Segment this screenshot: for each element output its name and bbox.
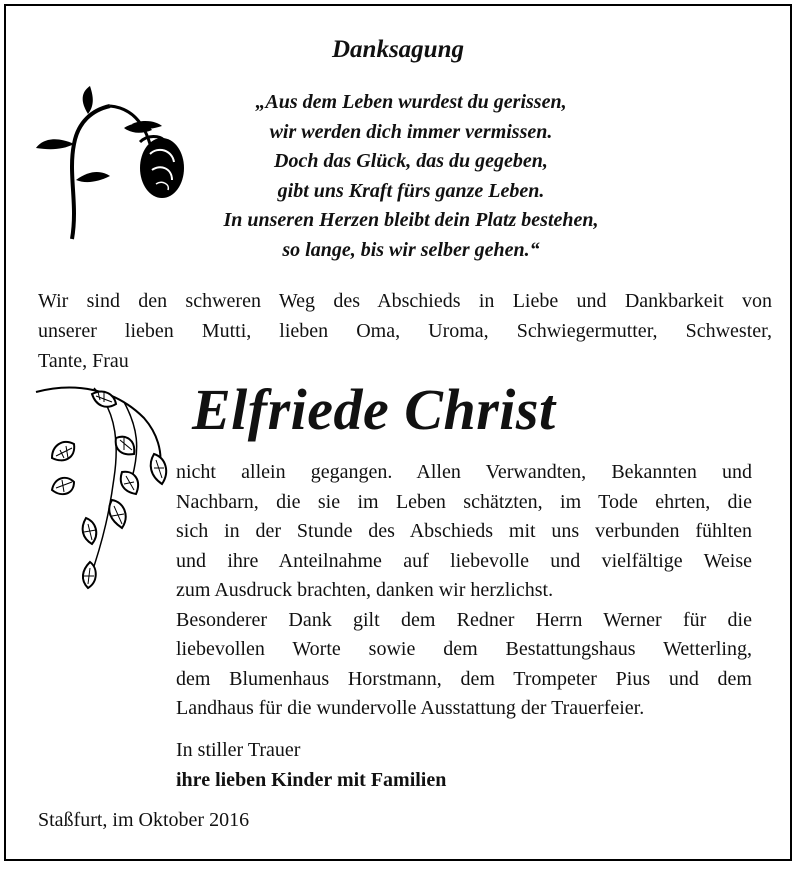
poem-line: so lange, bis wir selber gehen.“ xyxy=(282,238,540,261)
birch-branch-icon xyxy=(34,378,174,598)
intro-line: Wir sind den schweren Weg des Abschieds in Liebe und Dankbarkeit von xyxy=(38,290,772,312)
poem-line: „Aus dem Leben wurdest du gerissen, xyxy=(255,91,567,113)
poem-line: Doch das Glück, das du gegeben, xyxy=(274,150,548,172)
signers: ihre lieben Kinder mit Familien xyxy=(176,768,447,791)
poem xyxy=(156,88,666,265)
body-text xyxy=(176,458,752,724)
page-title: Danksagung xyxy=(332,36,464,63)
body-line: dem Blumenhaus Horstmann, dem Trompeter Pius und dem xyxy=(176,667,752,690)
deceased-name: Elfriede Christ xyxy=(192,377,556,442)
closing-line: In stiller Trauer xyxy=(176,739,301,761)
body-line: Landhaus für die wundervolle Ausstattung der Trauerfeier. xyxy=(176,697,645,719)
place-date: Staßfurt, im Oktober 2016 xyxy=(38,809,250,831)
intro-text xyxy=(38,286,772,376)
poem-line: In unseren Herzen bleibt dein Platz bestehen, xyxy=(223,209,599,231)
body-line: zum Ausdruck brachten, danken wir herzlichst. xyxy=(176,579,554,601)
obituary-card xyxy=(4,4,792,861)
body-line: Nachbarn, die sie im Leben schätzten, im Tode ehrten, die xyxy=(176,490,752,513)
poem-line: wir werden dich immer vermissen. xyxy=(269,120,553,143)
body-line: nicht allein gegangen. Allen Verwandten, Bekannten und xyxy=(176,461,752,483)
body-line: und ihre Anteilnahme auf liebevolle und vielfältige Weise xyxy=(176,549,752,572)
body-line: Besonderer Dank gilt dem Redner Herrn Werner für die xyxy=(176,608,752,631)
body-line: liebevollen Worte sowie dem Bestattungshaus Wetterling, xyxy=(176,638,752,660)
closing xyxy=(176,736,446,795)
body-line: sich in der Stunde des Abschieds mit uns verbunden fühlten xyxy=(176,520,752,542)
intro-line: unserer lieben Mutti, lieben Oma, Uroma, Schwiegermutter, Schwester, xyxy=(38,320,772,342)
poem-line: gibt uns Kraft fürs ganze Leben. xyxy=(277,179,545,202)
intro-line: Tante, Frau xyxy=(38,350,129,372)
